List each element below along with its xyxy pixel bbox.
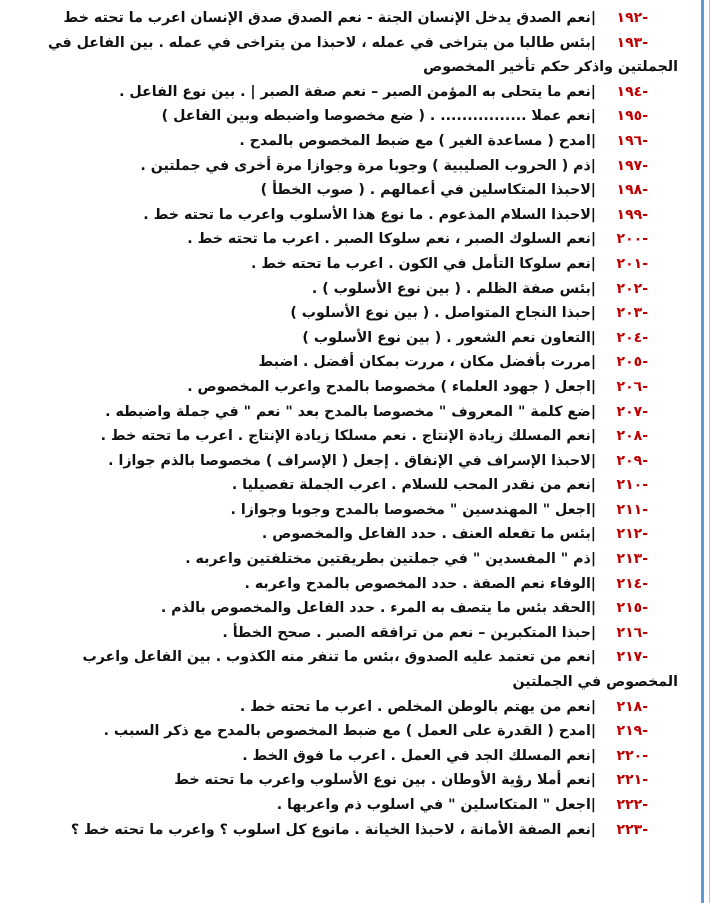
question-number: -٢٠٢ bbox=[616, 280, 648, 297]
question-text: |نعم أملا رؤية الأوطان . بين نوع الأسلوب واعرب ما تحته خط bbox=[174, 772, 596, 789]
question-text: |بئس ما تفعله العنف . حدد الفاعل والمخصوص . bbox=[261, 526, 596, 543]
question-number: -١٩٩ bbox=[616, 206, 648, 223]
question-item bbox=[36, 522, 648, 547]
question-text: |نعم من نقدر المحب للسلام . اعرب الجملة تفصيليا . bbox=[231, 477, 596, 494]
question-number: -١٩٥ bbox=[616, 108, 648, 125]
question-text: |نعم عملا ................ . ( ضع مخصوصا واضبطه وبين الفاعل ) bbox=[161, 108, 596, 125]
question-list bbox=[36, 6, 678, 842]
question-text: |نعم الصفة الأمانة ، لاحبذا الخيانة . مانوع كل اسلوب ؟ واعرب ما تحته خط ؟ bbox=[70, 821, 596, 838]
question-number: -٢١٩ bbox=[616, 723, 648, 740]
question-item bbox=[36, 277, 648, 302]
question-item bbox=[36, 326, 648, 351]
question-item bbox=[36, 227, 648, 252]
question-number: -١٩٣ bbox=[616, 34, 648, 51]
question-item bbox=[36, 473, 648, 498]
question-text: |نعم من تعتمد عليه الصدوق ،بئس ما تنفر منه الكذوب . بين الفاعل واعرب bbox=[82, 649, 596, 666]
question-text: |اجعل " المتكاسلين " في اسلوب ذم واعربها . bbox=[276, 797, 596, 813]
question-text: |حبذا النجاح المتواصل . ( بين نوع الأسلوب ) bbox=[290, 305, 596, 322]
question-text: |نعم المسلك الجد في العمل . اعرب ما فوق الخط . bbox=[242, 747, 596, 764]
question-item bbox=[36, 596, 648, 621]
question-number: -١٩٢ bbox=[616, 10, 648, 26]
question-item bbox=[36, 400, 648, 425]
question-number: -٢١٦ bbox=[616, 624, 648, 641]
question-item bbox=[36, 498, 648, 523]
question-text: |نعم سلوكا التأمل في الكون . اعرب ما تحته خط . bbox=[251, 255, 596, 272]
question-text: |ذم ( الحروب الصليبية ) وجوبا مرة وجوازا مرة أخرى في جملتين . bbox=[140, 157, 596, 174]
question-item bbox=[36, 375, 648, 400]
page-border bbox=[701, 0, 704, 903]
question-text: |مررت بأفضل مكان ، مررت بمكان أفضل . اضبط bbox=[258, 354, 596, 371]
question-text: |حبذا المتكبرين – نعم من ترافقه الصبر . صحح الخطأ . bbox=[222, 624, 596, 641]
question-text: |اجعل ( جهود العلماء ) مخصوصا بالمدح واعرب المخصوص . bbox=[187, 378, 596, 395]
question-text: |بئس طالبا من يتراخى في عمله ، لاحبذا من يتراخى في عمله . بين الفاعل في bbox=[48, 34, 596, 51]
question-text: |نعم السلوك الصبر ، نعم سلوكا الصبر . اعرب ما تحته خط . bbox=[187, 231, 596, 248]
question-number: -٢٠٥ bbox=[616, 354, 648, 371]
question-item bbox=[36, 818, 648, 843]
question-text: |لاحبذا المتكاسلين في أعمالهم . ( صوب الخطأ ) bbox=[260, 182, 596, 199]
question-item bbox=[36, 719, 648, 744]
question-item bbox=[36, 301, 648, 326]
question-item bbox=[36, 572, 648, 597]
question-text: |لاحبذا السلام المذعوم . ما نوع هذا الأسلوب واعرب ما تحته خط . bbox=[143, 206, 596, 223]
question-number: -٢٠٧ bbox=[616, 403, 648, 420]
question-text: |ضع كلمة " المعروف " مخصوصا بالمدح بعد " نعم " في جملة واضبطه . bbox=[105, 403, 596, 420]
question-item bbox=[36, 744, 648, 769]
question-text: |الوفاء نعم الصفة . حدد المخصوص بالمدح واعربه . bbox=[244, 575, 596, 592]
question-item bbox=[36, 621, 648, 646]
question-number: -٢١٤ bbox=[616, 575, 648, 592]
question-item bbox=[36, 645, 648, 670]
question-item bbox=[36, 6, 648, 31]
question-number: -١٩٧ bbox=[616, 157, 648, 174]
question-text: |نعم المسلك زيادة الإنتاج . نعم مسلكا زيادة الإنتاج . اعرب ما تحته خط . bbox=[100, 428, 596, 445]
question-item bbox=[36, 350, 648, 375]
question-number: -٢١٣ bbox=[616, 551, 648, 568]
question-item bbox=[36, 104, 648, 129]
question-number: -١٩٦ bbox=[616, 132, 648, 149]
question-text: |نعم الصدق يدخل الإنسان الجنة - نعم الصدق صدق الإنسان اعرب ما تحته خط bbox=[63, 10, 596, 26]
question-item bbox=[36, 252, 648, 277]
question-item bbox=[36, 768, 648, 793]
question-item bbox=[36, 178, 648, 203]
question-item bbox=[36, 129, 648, 154]
question-text: |نعم من يهتم بالوطن المخلص . اعرب ما تحته خط . bbox=[239, 698, 596, 715]
question-number: -٢١٢ bbox=[616, 526, 648, 543]
question-item bbox=[36, 793, 648, 818]
question-number: -٢٢٠ bbox=[616, 747, 648, 764]
question-text: |امدح ( القدرة على العمل ) مع ضبط المخصوص بالمدح مع ذكر السبب . bbox=[103, 723, 596, 740]
question-item bbox=[36, 695, 648, 720]
question-item bbox=[36, 80, 648, 105]
question-item bbox=[36, 547, 648, 572]
question-number: -٢٠٩ bbox=[616, 452, 648, 469]
question-item bbox=[36, 154, 648, 179]
question-number: -١٩٨ bbox=[616, 182, 648, 199]
question-number: -١٩٤ bbox=[616, 83, 648, 100]
question-number: -٢٢١ bbox=[616, 772, 648, 789]
question-number: -٢٠٠ bbox=[616, 231, 648, 248]
question-text: |بئس صفة الظلم . ( بين نوع الأسلوب ) . bbox=[311, 280, 596, 297]
question-text: |ذم " المفسدين " في جملتين بطريقتين مختلفتين واعربه . bbox=[185, 551, 596, 568]
question-number: -٢٠٣ bbox=[616, 305, 648, 322]
page-border-inner bbox=[709, 0, 710, 903]
question-number: -٢١٨ bbox=[616, 698, 648, 715]
question-number: -٢٢٢ bbox=[616, 797, 648, 813]
question-item bbox=[36, 31, 648, 56]
question-item bbox=[36, 449, 648, 474]
question-number: -٢٠١ bbox=[616, 255, 648, 272]
question-number: -٢٠٤ bbox=[616, 329, 648, 346]
question-item bbox=[36, 203, 648, 228]
question-item bbox=[36, 424, 648, 449]
question-text: |لاحبذا الإسراف في الإنفاق . إجعل ( الإسراف ) مخصوصا بالذم جوازا . bbox=[108, 452, 596, 469]
question-text: |امدح ( مساعدة الغير ) مع ضبط المخصوص بالمدح . bbox=[239, 132, 596, 149]
question-number: -٢١٥ bbox=[616, 600, 648, 617]
question-text: |نعم ما يتحلى به المؤمن الصبر – نعم صفة الصبر | . بين نوع الفاعل . bbox=[119, 83, 596, 100]
question-number: -٢١٧ bbox=[616, 649, 648, 666]
question-text: |اجعل " المهندسين " مخصوصا بالمدح وجوبا وجوازا . bbox=[230, 501, 596, 518]
question-continuation: المخصوص في الجملتين bbox=[512, 674, 678, 691]
question-number: -٢١١ bbox=[616, 501, 648, 518]
question-text: |التعاون نعم الشعور . ( بين نوع الأسلوب ) bbox=[302, 329, 596, 346]
question-number: -٢٠٦ bbox=[616, 378, 648, 395]
question-number: -٢١٠ bbox=[616, 477, 648, 494]
question-continuation: الجملتين واذكر حكم تأخير المخصوص bbox=[423, 59, 678, 76]
question-text: |الحقد بئس ما يتصف به المرء . حدد الفاعل والمخصوص بالذم . bbox=[160, 600, 596, 617]
question-number: -٢٢٣ bbox=[616, 821, 648, 838]
question-number: -٢٠٨ bbox=[616, 428, 648, 445]
